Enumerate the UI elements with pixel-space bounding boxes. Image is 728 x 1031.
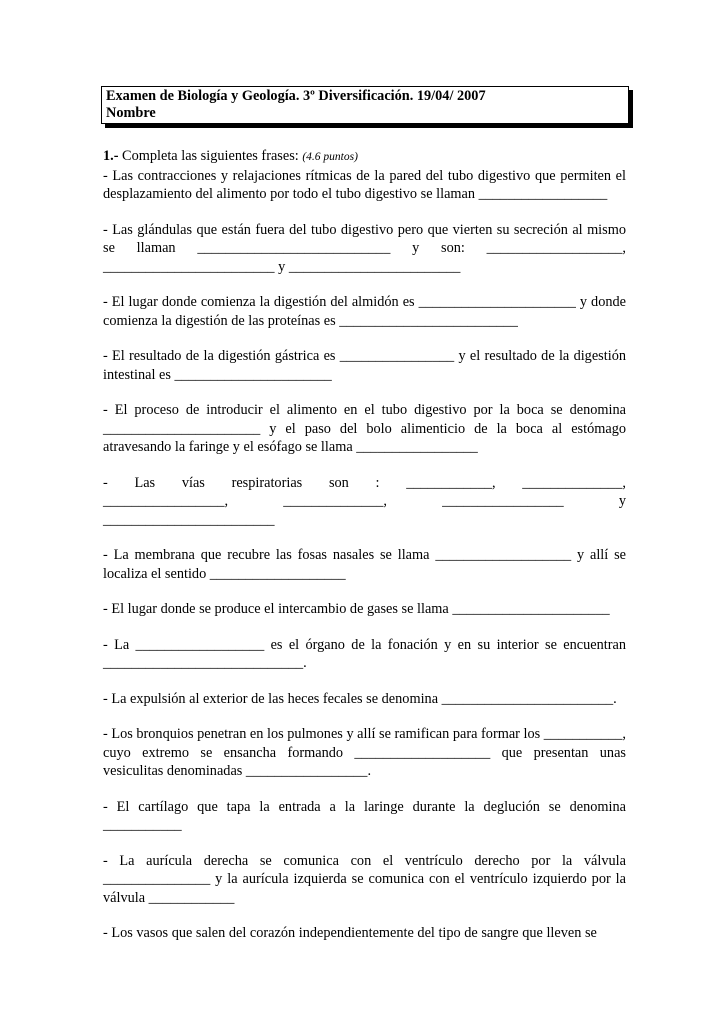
sentence-ingestion: - El proceso de introducir el alimento en el tubo digestivo por la boca se denomina ______________________ y el paso del bolo alimenticio de la boca al estómago atravesando la faringe y el esófago se llama _________________ bbox=[103, 402, 626, 455]
sentence-gas-exchange: - El lugar donde se produce el intercambio de gases se llama ______________________ bbox=[103, 601, 610, 617]
respiratory-line-1 bbox=[103, 474, 626, 493]
sentence-larynx: - La __________________ es el órgano de la fonación y en su interior se encuentran ____________________________. bbox=[103, 636, 626, 671]
sentence-epiglottis: - El cartílago que tapa la entrada a la laringe durante la deglución se denomina ___________ bbox=[103, 798, 626, 833]
sentence-glands: - Las glándulas que están fuera del tubo digestivo pero que vierten su secreción al mismo se llaman ___________________________ y son: ___________________, ________________________ y ________________________ bbox=[103, 221, 626, 275]
respiratory-line-3: ________________________ bbox=[103, 511, 275, 528]
respiratory-blank: ____________, bbox=[406, 474, 496, 491]
exam-title: Examen de Biología y Geología. 3º Diversificación. 19/04/ 2007 bbox=[106, 88, 486, 104]
respiratory-blank: ______________, bbox=[522, 474, 626, 491]
sentence-peristalsis: - Las contracciones y relajaciones rítmicas de la pared del tubo digestivo que permiten el desplazamiento del alimento por todo el tubo digestivo se llaman __________________ bbox=[103, 167, 626, 202]
question-heading bbox=[103, 147, 626, 167]
respiratory-word: vías bbox=[181, 474, 205, 491]
question-number: 1.- bbox=[103, 148, 119, 164]
respiratory-blank: ______________, bbox=[283, 493, 387, 509]
sentence-heart-valves: - La aurícula derecha se comunica con el ventrículo derecho por la válvula _______________ y la aurícula izquierda se comunica con el ventrículo izquierdo por la válvula ____________ bbox=[103, 852, 626, 906]
name-label: Nombre bbox=[106, 105, 156, 121]
sentence-bronchi: - Los bronquios penetran en los pulmones y allí se ramifican para formar los ___________, cuyo extremo se ensancha formando ___________________ que presentan unas vesiculitas denominadas _________________. bbox=[103, 726, 626, 779]
exam-header-box bbox=[101, 86, 629, 124]
sentence-digestion-start: - El lugar donde comienza la digestión del almidón es ______________________ y donde comienza la digestión de las proteínas es _________________________ bbox=[103, 294, 626, 329]
respiratory-blank: _________________ bbox=[442, 493, 564, 509]
respiratory-word: respiratorias bbox=[231, 474, 303, 491]
respiratory-line-2 bbox=[103, 492, 626, 511]
sentence-blood-vessels: - Los vasos que salen del corazón independientemente del tipo de sangre que lleven se bbox=[103, 925, 597, 941]
respiratory-word: : bbox=[375, 474, 380, 491]
sentence-digestion-result: - El resultado de la digestión gástrica es ________________ y el resultado de la digestión intestinal es ______________________ bbox=[103, 348, 626, 383]
exam-content bbox=[103, 147, 626, 960]
sentence-respiratory bbox=[103, 474, 626, 530]
respiratory-word: Las bbox=[134, 474, 156, 491]
question-points: (4.6 puntos) bbox=[302, 151, 358, 163]
respiratory-word: y bbox=[618, 493, 626, 509]
respiratory-blank: _________________, bbox=[103, 493, 229, 509]
respiratory-word: - bbox=[103, 474, 108, 491]
respiratory-word: son bbox=[328, 474, 349, 491]
question-instruction: Completa las siguientes frases: bbox=[118, 148, 303, 164]
sentence-nasal-membrane: - La membrana que recubre las fosas nasales se llama ___________________ y allí se localiza el sentido ___________________ bbox=[103, 547, 626, 582]
sentence-egestion: - La expulsión al exterior de las heces fecales se denomina ________________________. bbox=[103, 690, 617, 707]
